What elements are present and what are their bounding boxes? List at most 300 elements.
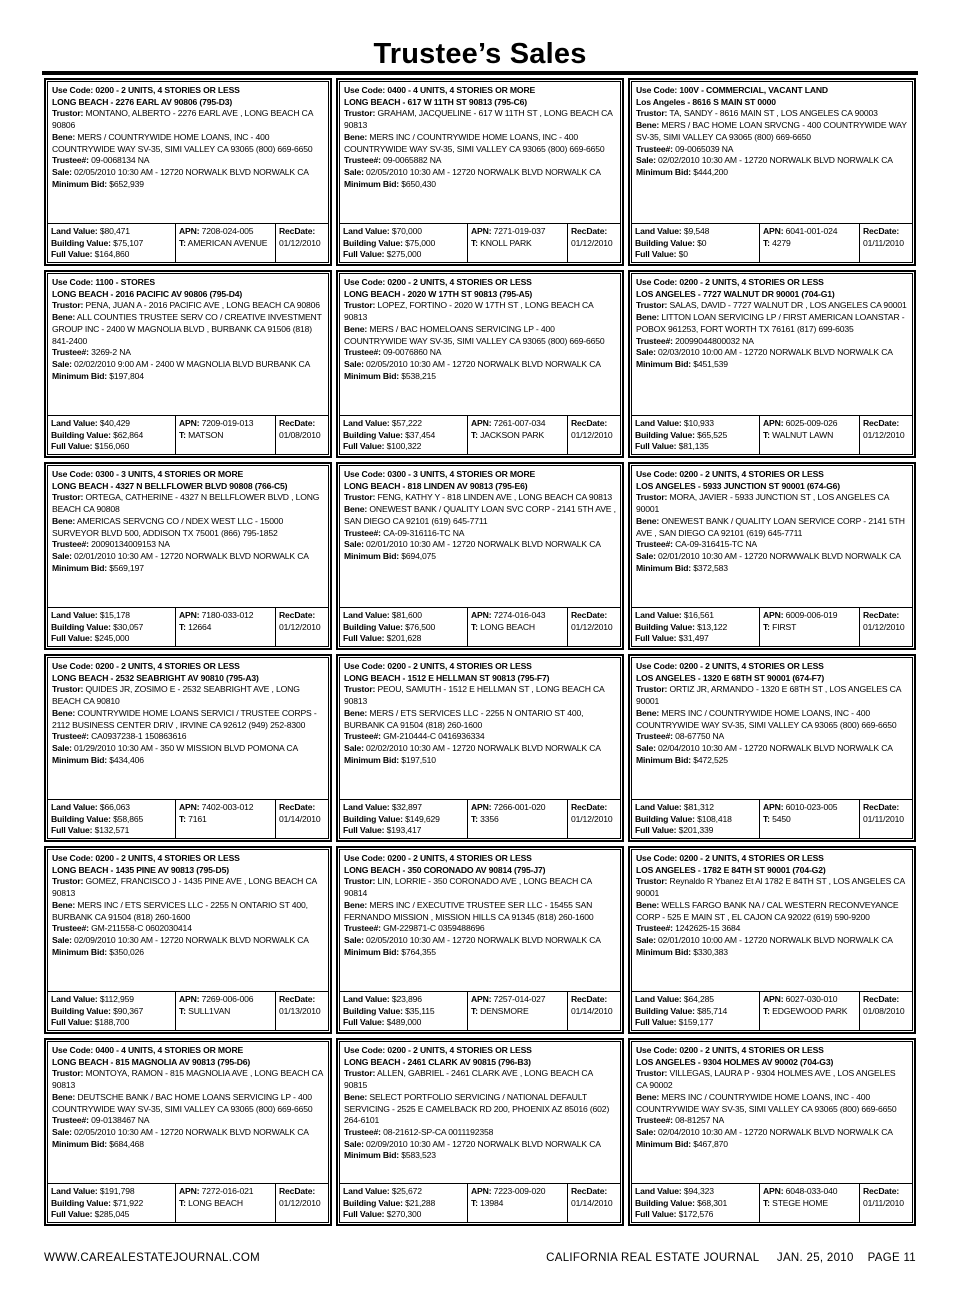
tract [179,622,272,634]
beneficiary-label: Bene: [52,131,76,142]
listing-card [44,654,332,842]
full-value-value: $193,417 [386,825,422,836]
trustor-value: ORTEGA, CATHERINE - 4327 N BELLFLOWER BLVD , LONG BEACH CA 90808 [52,492,320,515]
sale-info-label: Sale: [344,358,364,369]
recdate-label: RecDate: [279,610,316,620]
tract-value: DENSMORE [480,1005,529,1016]
values-cell [632,1184,760,1222]
minimum-bid-label: Minimum Bid: [344,1150,400,1161]
tract [471,814,564,826]
trustor-value: ORTIZ JR, ARMANDO - 1320 E 68TH ST , LOS ANGELES CA 90001 [636,684,901,707]
full-value-label: Full Value: [51,1017,93,1028]
tract-label: T: [763,429,770,440]
recdate-value: 01/12/2010 [571,621,613,632]
tract-label: T: [179,813,186,824]
trustor [636,1068,908,1091]
trustor [344,492,616,504]
values-cell [48,416,176,454]
land-value [343,994,464,1006]
use-code: Use Code: 100V - COMMERCIAL, VACANT LAND [636,85,828,95]
sale-info-value: 02/09/2010 10:30 AM - 12720 NORWALK BLVD NORWALK CA [366,1138,601,1149]
apn [471,1186,564,1198]
beneficiary [344,708,616,731]
full-value-value: $81,135 [678,441,709,452]
land-value-value: $80,471 [99,226,130,236]
sale-info [52,935,324,947]
listing-inner [631,657,913,839]
recdate-value: 01/12/2010 [571,429,613,440]
building-value [635,1006,756,1018]
apn-label: APN: [763,610,784,620]
use-code: Use Code: 0200 - 2 UNITS, 4 STORIES OR LESS [52,853,240,863]
apn-value: 6009-006-019 [785,610,838,620]
apn-cell [468,224,568,262]
full-value-label: Full Value: [635,249,677,260]
trustor [636,684,908,707]
minimum-bid-label: Minimum Bid: [52,946,108,957]
building-value-value: $108,418 [697,813,732,824]
trustor-label: Trustor: [52,876,84,887]
sale-info-value: 02/09/2010 10:30 AM - 12720 NORWALK BLVD NORWALK CA [74,934,309,945]
minimum-bid-label: Minimum Bid: [52,370,108,381]
listing-inner [631,465,913,647]
trustor [52,876,324,899]
minimum-bid-value: $451,539 [693,358,728,369]
land-value-label: Land Value: [343,610,390,620]
trustor-label: Trustor: [52,108,84,119]
tract [179,814,272,826]
listing-values [632,1183,912,1222]
tract [471,1198,564,1210]
tract-value: KNOLL PARK [480,237,532,248]
full-value-label: Full Value: [343,1017,385,1028]
apn-value: 6048-033-040 [785,1186,838,1196]
full-value-value: $489,000 [386,1017,422,1028]
land-value [343,1186,464,1198]
land-value-label: Land Value: [51,418,98,428]
beneficiary-label: Bene: [344,504,368,515]
apn-label: APN: [471,226,492,236]
sale-info-label: Sale: [344,1138,364,1149]
full-value [635,1209,756,1221]
building-value-value: $75,000 [405,237,436,248]
trustee-number-label: Trustee#: [636,1115,673,1126]
trustee-number-label: Trustee#: [344,347,381,358]
building-value [635,814,756,826]
listing-body [632,82,912,223]
trustee-number-label: Trustee#: [52,731,89,742]
sale-info-value: 02/05/2010 10:30 AM - 12720 NORWALK BLVD NORWALK CA [366,934,601,945]
apn-label: APN: [179,1186,200,1196]
sale-info-label: Sale: [52,934,72,945]
listing-values [48,799,328,838]
minimum-bid-value: $197,804 [109,370,144,381]
listing-body [48,850,328,991]
tract-label: T: [179,1197,186,1208]
trustee-number [636,731,908,743]
land-value-value: $25,672 [391,1186,422,1196]
beneficiary [636,900,908,923]
tract [763,238,856,250]
beneficiary [636,708,908,731]
building-value-value: $0 [697,237,707,248]
recdate-value: 01/11/2010 [863,813,904,824]
building-value [343,238,464,250]
minimum-bid-value: $330,383 [693,946,728,957]
full-value [343,825,464,837]
listing-card [336,846,624,1034]
trustor [344,876,616,899]
recdate-label: RecDate: [571,610,608,620]
trustee-number-label: Trustee#: [636,923,673,934]
minimum-bid [344,947,616,959]
sale-info-label: Sale: [344,166,364,177]
trustee-number-label: Trustee#: [344,527,381,538]
land-value [635,994,756,1006]
trustee-number-value: GM-211558-C 0602030414 [91,923,192,934]
sale-info-label: Sale: [52,358,72,369]
building-value [51,430,172,442]
use-code: Use Code: 0200 - 2 UNITS, 4 STORIES OR LESS [636,661,824,671]
trustor-label: Trustor: [344,876,376,887]
property-address: LONG BEACH - 2020 W 17TH ST 90813 (795-A5) [344,288,533,299]
building-value-value: $13,122 [697,621,728,632]
listing-body [632,466,912,607]
building-value-label: Building Value: [343,429,403,440]
building-value-value: $62,864 [113,429,144,440]
values-cell [340,992,468,1030]
land-value [635,610,756,622]
listing-inner [631,273,913,455]
use-code: Use Code: 0200 - 2 UNITS, 4 STORIES OR LESS [636,277,824,287]
trustor-label: Trustor: [52,684,84,695]
values-cell [340,800,468,838]
trustor-label: Trustor: [344,1068,376,1079]
tract [179,430,272,442]
apn-label: APN: [179,994,200,1004]
trustee-number-value: 08-21612-SP-CA 0011192358 [383,1126,494,1137]
recdate-value: 01/12/2010 [571,813,613,824]
trustee-number [636,336,908,348]
full-value-value: $201,339 [678,825,714,836]
apn-cell [468,608,568,646]
property-address: LOS ANGELES - 9304 HOLMES AV 90002 (704-G3) [636,1056,834,1067]
tract-label: T: [763,813,770,824]
full-value-value: $245,000 [94,633,130,644]
tract [179,1006,272,1018]
apn [763,418,856,430]
minimum-bid-label: Minimum Bid: [636,166,692,177]
beneficiary [344,504,616,527]
property-address: LONG BEACH - 2532 SEABRIGHT AV 90810 (795-A3) [52,672,259,683]
minimum-bid-label: Minimum Bid: [52,1138,108,1149]
minimum-bid-value: $684,468 [109,1138,144,1149]
apn-label: APN: [471,418,492,428]
building-value-label: Building Value: [343,621,403,632]
use-code: Use Code: 0200 - 2 UNITS, 4 STORIES OR LESS [52,85,240,95]
sale-info-value: 02/01/2010 10:30 AM - 12720 NORWALK BLVD NORWALK CA [74,550,309,561]
full-value-value: $164,860 [94,249,130,260]
full-value-value: $172,576 [678,1209,714,1220]
footer-site[interactable]: WWW.CAREALESTATEJOURNAL.COM [44,1252,260,1264]
building-value-label: Building Value: [635,237,695,248]
full-value-value: $275,000 [386,249,422,260]
footer-journal: CALIFORNIA REAL ESTATE JOURNAL [546,1252,760,1264]
recdate-cell [568,608,620,646]
trustee-number [52,731,324,743]
recdate-label: RecDate: [279,418,316,428]
listing-card [336,1038,624,1226]
sale-info-label: Sale: [636,550,656,561]
minimum-bid-label: Minimum Bid: [344,178,400,189]
trustee-number-value: CA-09-316415-TC NA [675,539,757,550]
tract [179,238,272,250]
listing-body [48,1042,328,1183]
apn [179,418,272,430]
trustee-number [52,347,324,359]
listing-values [340,415,620,454]
apn [763,1186,856,1198]
sale-info-label: Sale: [636,347,656,358]
minimum-bid [636,563,908,575]
use-code: Use Code: 0200 - 2 UNITS, 4 STORIES OR LESS [636,469,824,479]
recdate-cell [276,608,328,646]
sale-info-value: 02/05/2010 10:30 AM - 12720 NORWALK BLVD NORWALK CA [74,166,309,177]
beneficiary-label: Bene: [52,1091,76,1102]
apn-cell [760,800,860,838]
recdate-cell [276,224,328,262]
tract-value: EDGEWOOD PARK [772,1005,848,1016]
listing-card [44,846,332,1034]
minimum-bid-value: $569,197 [109,562,144,573]
recdate-label: RecDate: [571,802,608,812]
sale-info-value: 02/04/2010 10:30 AM - 12720 NORWALK BLVD NORWALK CA [658,1126,893,1137]
values-cell [48,224,176,262]
full-value-label: Full Value: [635,825,677,836]
listing-inner [47,1041,329,1223]
building-value-label: Building Value: [51,237,111,248]
full-value-label: Full Value: [343,441,385,452]
listing-values [340,1183,620,1222]
trustee-number-value: 09-0138467 NA [91,1115,150,1126]
full-value-label: Full Value: [51,825,93,836]
beneficiary-label: Bene: [636,120,660,131]
use-code: Use Code: 0200 - 2 UNITS, 4 STORIES OR LESS [52,661,240,671]
land-value [635,418,756,430]
listing-inner [339,657,621,839]
trustee-number-value: 20099044800032 NA [675,335,754,346]
tract-label: T: [763,1197,770,1208]
trustor-value: PENA, JUAN A - 2016 PACIFIC AVE , LONG BEACH CA 90806 [85,300,320,311]
recdate-value: 01/12/2010 [279,237,321,248]
trustee-number-label: Trustee#: [636,539,673,550]
trustee-number-value: CA0937238-1 150863616 [91,731,187,742]
property-address: LOS ANGELES - 7727 WALNUT DR 90001 (704-G1) [636,288,835,299]
listing-body [632,850,912,991]
apn-value: 7223-009-020 [493,1186,546,1196]
trustee-number-label: Trustee#: [344,155,381,166]
recdate-cell [568,416,620,454]
building-value-value: $30,057 [113,621,144,632]
listing-body [340,274,620,415]
recdate-value: 01/13/2010 [279,1005,321,1016]
land-value-label: Land Value: [635,994,682,1004]
building-value-label: Building Value: [51,1005,111,1016]
full-value [51,1017,172,1029]
tract-label: T: [471,237,478,248]
full-value-label: Full Value: [51,441,93,452]
sale-info-value: 02/05/2010 10:30 AM - 12720 NORWALK BLVD NORWALK CA [366,166,601,177]
full-value [343,441,464,453]
listing-inner [47,273,329,455]
trustor-value: VILLEGAS, LAURA P - 9304 HOLMES AVE , LOS ANGELES CA 90002 [636,1068,896,1091]
values-cell [632,800,760,838]
trustor-label: Trustor: [636,1068,668,1079]
land-value-label: Land Value: [51,226,98,236]
apn-cell [468,992,568,1030]
sale-info-value: 02/01/2010 10:30 AM - 12720 NORWWALK BLVD NORWALK CA [658,550,901,561]
full-value-label: Full Value: [635,441,677,452]
beneficiary-label: Bene: [636,515,660,526]
minimum-bid-value: $650,430 [401,178,436,189]
full-value-label: Full Value: [51,249,93,260]
building-value [635,622,756,634]
full-value [51,249,172,261]
beneficiary-value: MERS INC / ETS SERVICES LLC - 2255 N ONTARIO ST 400, BURBANK CA 91504 (818) 260-1600 [52,899,308,922]
land-value-value: $23,896 [391,994,422,1004]
recdate-label: RecDate: [571,418,608,428]
land-value [51,994,172,1006]
minimum-bid-value: $694,075 [401,550,436,561]
apn-cell [176,1184,276,1222]
apn-label: APN: [763,226,784,236]
minimum-bid-label: Minimum Bid: [636,754,692,765]
tract-label: T: [763,237,770,248]
trustor [52,684,324,707]
apn [763,994,856,1006]
trustor-label: Trustor: [52,492,84,503]
trustee-number-value: 20090134009153 NA [91,539,170,550]
use-code: Use Code: 0200 - 2 UNITS, 4 STORIES OR LESS [344,853,532,863]
apn-value: 6041-001-024 [785,226,838,236]
listing-card [628,462,916,650]
use-code: Use Code: 0200 - 2 UNITS, 4 STORIES OR LESS [344,277,532,287]
land-value-label: Land Value: [635,610,682,620]
apn [179,226,272,238]
sale-info-label: Sale: [52,742,72,753]
values-cell [340,224,468,262]
beneficiary [344,324,616,347]
land-value-value: $112,959 [99,994,134,1004]
trustor-value: MONTOYA, RAMON - 815 MAGNOLIA AVE , LONG BEACH CA 90813 [52,1068,323,1091]
beneficiary [52,516,324,539]
tract [471,1006,564,1018]
building-value-value: $90,367 [113,1005,144,1016]
footer-info [546,1252,916,1264]
beneficiary-value: MERS / COUNTRYWIDE HOME LOANS, INC - 400 COUNTRYWIDE WAY SV-35, SIMI VALLEY CA 93065 (800) 669-6650 [52,131,313,154]
building-value-label: Building Value: [635,1197,695,1208]
apn-label: APN: [471,610,492,620]
building-value-label: Building Value: [635,1005,695,1016]
beneficiary-label: Bene: [636,312,660,323]
trustor [636,300,908,312]
values-cell [48,992,176,1030]
apn-value: 6010-023-005 [785,802,838,812]
apn [179,610,272,622]
sale-info [636,347,908,359]
beneficiary [344,1092,616,1127]
listing-card [336,462,624,650]
listing-body [48,82,328,223]
sale-info [344,1139,616,1151]
trustee-number [52,1115,324,1127]
building-value-label: Building Value: [343,1197,403,1208]
recdate-label: RecDate: [571,226,608,236]
full-value [635,249,756,261]
tract [763,814,856,826]
apn-cell [468,800,568,838]
listing-inner [47,465,329,647]
use-code: Use Code: 0200 - 2 UNITS, 4 STORIES OR LESS [344,1045,532,1055]
listing-body [340,466,620,607]
listing-body [340,82,620,223]
building-value [343,430,464,442]
sale-info-value: 02/02/2010 10:30 AM - 12720 NORWALK BLVD NORWALK CA [658,155,893,166]
listing-values [48,991,328,1030]
land-value-label: Land Value: [51,994,98,1004]
building-value-value: $65,525 [697,429,728,440]
sale-info-label: Sale: [344,742,364,753]
beneficiary-value: AMERICAS SERVCNG CO / NDEX WEST LLC - 15000 SURVEYOR BLVD 500, ADDISON TX 75001 (866) 795-1852 [52,515,284,538]
recdate-value: 01/14/2010 [571,1197,613,1208]
property-address: LONG BEACH - 617 W 11TH ST 90813 (795-C6) [344,96,527,107]
property-address: LONG BEACH - 818 LINDEN AV 90813 (795-E6) [344,480,528,491]
tract-value: 7161 [188,813,207,824]
minimum-bid-label: Minimum Bid: [344,370,400,381]
listing-inner [631,1041,913,1223]
beneficiary-label: Bene: [344,1091,368,1102]
trustee-number [636,1115,908,1127]
minimum-bid [344,755,616,767]
land-value-value: $40,429 [99,418,130,428]
recdate-label: RecDate: [279,994,316,1004]
listing-inner [339,81,621,263]
listing-values [48,1183,328,1222]
trustee-number [344,1127,616,1139]
building-value-label: Building Value: [51,1197,111,1208]
tract-label: T: [471,1005,478,1016]
apn-value: 7269-006-006 [201,994,254,1004]
full-value-value: $132,571 [94,825,130,836]
sale-info-label: Sale: [636,1126,656,1137]
land-value-label: Land Value: [51,802,98,812]
sale-info [52,551,324,563]
trustor [636,108,908,120]
property-address: LOS ANGELES - 1782 E 84TH ST 90001 (704-G2) [636,864,826,875]
listing-values [632,991,912,1030]
listing-card [628,654,916,842]
minimum-bid [636,1139,908,1151]
recdate-value: 01/08/2010 [863,1005,905,1016]
trustor [344,300,616,323]
tract-value: FIRST [772,621,797,632]
listing-values [48,415,328,454]
listings-grid [42,76,918,1229]
building-value-value: $75,107 [113,237,144,248]
sale-info [344,935,616,947]
full-value [635,633,756,645]
land-value-value: $16,561 [683,610,714,620]
